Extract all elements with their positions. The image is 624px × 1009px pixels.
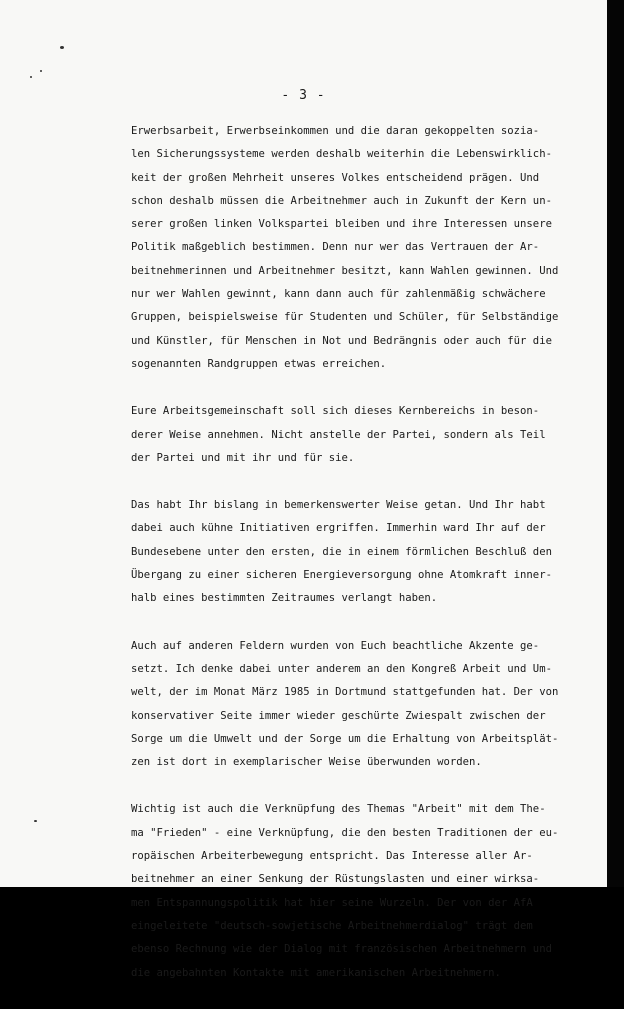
paragraph: Wichtig ist auch die Verknüpfung des Themas "Arbeit" mit dem The- ma "Frieden" - eine Verknüpfung, die den besten Traditionen der eu- ropäischen Arbeiterbewegung entspricht. Das Interesse aller Ar- beitnehmer an einer Senkung der Rüstungslasten und einer wirksa- men Entspannungspolitik hat hier seine Wurzeln. Der von der AfA eingeleitete "deutsch-sowjetische Arbeitnehmerdialog" trägt dem ebenso Rechnung wie der Dialog mit französischen Arbeitnehmern und die angebahnten Kontakte mit amerikanischen Arbeitnehmern. xyxy=(131,803,559,979)
body-text xyxy=(131,120,571,1009)
page-number: - 3 - xyxy=(281,88,326,103)
paragraph: Das habt Ihr bislang in bemerkenswerter Weise getan. Und Ihr habt dabei auch kühne Initiativen ergriffen. Immerhin ward Ihr auf der Bundesebene unter den ersten, die in einem förmlichen Beschluß den Übergang zu einer sicheren Energieversorgung ohne Atomkraft inner- halb eines bestimmten Zeitraumes verlangt haben. xyxy=(131,499,552,605)
scan-speck xyxy=(30,76,32,78)
paragraph: Erwerbsarbeit, Erwerbseinkommen und die daran gekoppelten sozia- len Sicherungssysteme werden deshalb weiterhin die Lebenswirklich- keit der großen Mehrheit unseres Volkes entscheidend prägen. Und schon deshalb müssen die Arbeitnehmer auch in Zukunft der Kern un- serer großen linken Volkspartei bleiben und ihre Interessen unsere Politik maßgeblich bestimmen. Denn nur wer das Vertrauen der Ar- beitnehmerinnen und Arbeitnehmer besitzt, kann Wahlen gewinnen. Und nur wer Wahlen gewinnt, kann dann auch für zahlenmäßig schwächere Gruppen, beispielsweise für Studenten und Schüler, für Selbständige und Künstler, für Menschen in Not und Bedrängnis oder auch für die sogenannten Randgruppen etwas erreichen. xyxy=(131,125,559,370)
paragraph: Eure Arbeitsgemeinschaft soll sich dieses Kernbereichs in beson- derer Weise annehmen. Nicht anstelle der Partei, sondern als Teil der Partei und mit ihr und für sie. xyxy=(131,405,546,464)
scan-speck xyxy=(60,46,64,49)
paragraph: Auch auf anderen Feldern wurden von Euch beachtliche Akzente ge- setzt. Ich denke dabei unter anderem an den Kongreß Arbeit und Um- welt, der im Monat März 1985 in Dortmund stattgefunden hat. Der von konservativer Seite immer wieder geschürte Zwiespalt zwischen der Sorge um die Umwelt und der Sorge um die Erhaltung von Arbeitsplät- zen ist dort in exemplarischer Weise überwunden worden. xyxy=(131,639,559,769)
scan-speck xyxy=(34,820,37,822)
scan-speck xyxy=(40,70,42,72)
scan-border xyxy=(607,0,624,887)
